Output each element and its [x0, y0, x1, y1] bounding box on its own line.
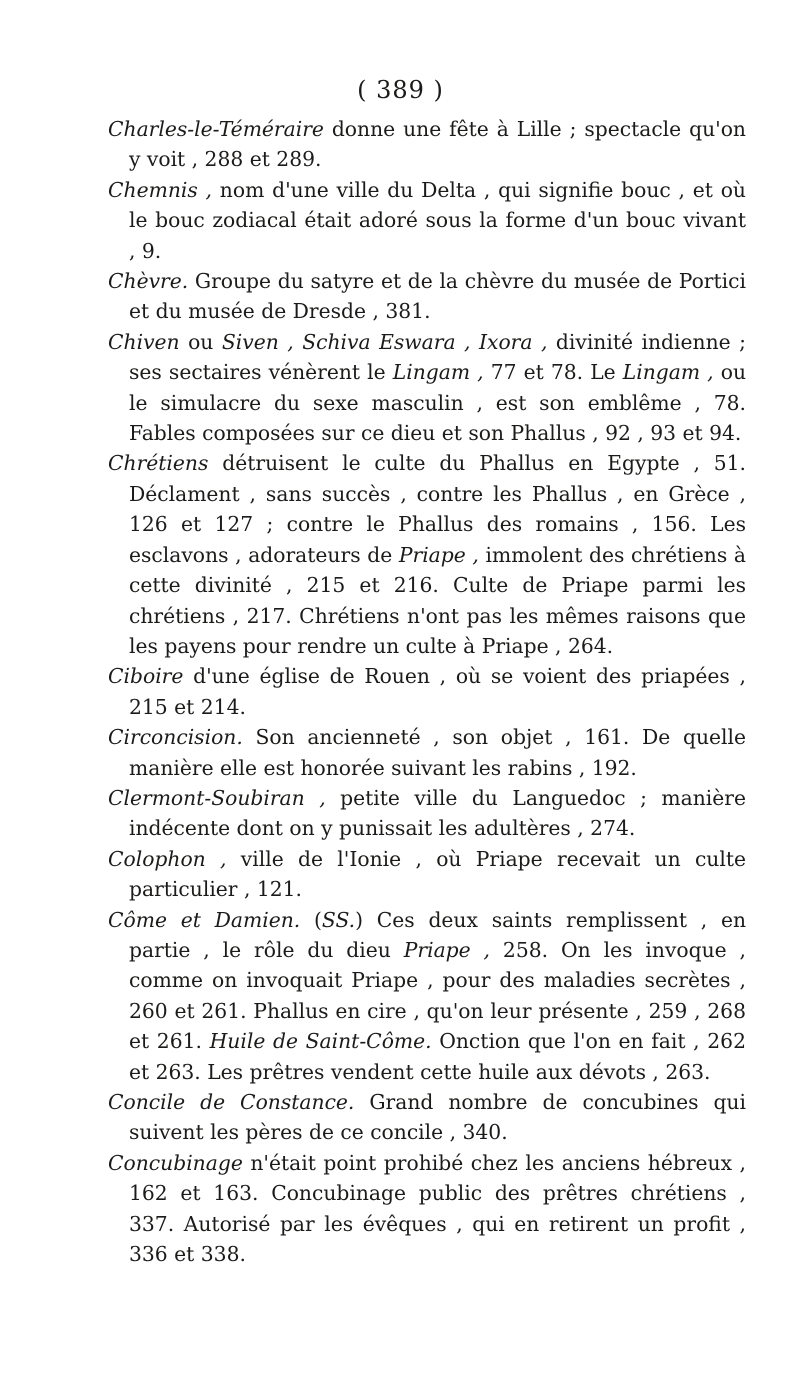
entry-text: ) Ces deux saints remplissent , en partie , le rôle du dieu [129, 907, 747, 962]
index-entry [108, 175, 746, 266]
italic-term: Chiven [108, 329, 180, 354]
entry-text: ou [179, 329, 222, 354]
entry-text: immolent des chrétiens à cette divinité , 215 et 216. Culte de Priape parmi les chrétiens , 217. Chrétiens n'ont pas les mêmes raisons que les payens pour rendre un culte à Priape , 264. [129, 542, 746, 658]
italic-term: Clermont-Soubiran , [108, 785, 326, 810]
entry-text: détruisent le culte du Phallus en Egypte , 51. Déclament , sans succès , contre les Phallus , en Grèce , 126 et 127 ; contre le Phallus des romains , 156. Les esclavons , adorateurs de [129, 451, 746, 567]
index-entry [108, 1148, 746, 1270]
page-number: ( 389 ) [357, 76, 444, 104]
index-entry [108, 448, 746, 661]
entry-text: ville de l'Ionie , où Priape recevait un culte particulier , 121. [129, 846, 747, 902]
italic-term: Priape , [398, 542, 479, 567]
entry-text: Grand nombre de concubines qui suivent les pères de ce concile , 340. [129, 1090, 746, 1145]
entry-text: 258. On les invoque , comme on invoquait Priape , pour des maladies secrètes , 260 et 261. Phallus en cire , qu'on leur présente , 259 , 268 et 261. [129, 937, 746, 1054]
italic-term: Huile de Saint-Côme. [209, 1029, 432, 1054]
entry-text: d'une église de Rouen , où se voient des priapées , 215 et 214. [129, 664, 746, 719]
entry-text: petite ville du Languedoc ; manière indécente dont on y punissait les adultères , 274. [129, 785, 746, 841]
italic-term: Colophon , [108, 846, 227, 871]
italic-term: Chrétiens [108, 451, 209, 476]
index-entry [108, 722, 746, 783]
italic-term: SS. [321, 907, 356, 932]
entry-text: ( [300, 907, 322, 932]
italic-term: Concubinage [108, 1150, 243, 1175]
index-entry [108, 1087, 746, 1148]
italic-term: Concile de Constance. [108, 1090, 355, 1114]
index-entry [108, 114, 746, 175]
italic-term: Chemnis , [108, 177, 213, 202]
entry-text: Groupe du satyre et de la chèvre du musée de Portici et du musée de Dresde , 381. [129, 269, 746, 324]
index-entries [108, 114, 746, 1269]
entry-text: nom d'une ville du Delta , qui signifie bouc , et où le bouc zodiacal était adoré sous la forme d'un bouc vivant , 9. [129, 177, 746, 263]
index-entry [108, 905, 746, 1087]
italic-term: Circoncision. [108, 725, 243, 750]
index-entry [108, 783, 746, 844]
entry-text: divinité indienne ; ses sectaires vénèrent le [129, 329, 746, 385]
entry-text: donne une fête à Lille ; spectacle qu'on y voit , 288 et 289. [129, 117, 746, 172]
italic-term: Côme et Damien. [108, 907, 301, 932]
entry-text: 77 et 78. Le [483, 360, 623, 385]
italic-term: Lingam , [622, 360, 714, 385]
index-entry [108, 327, 746, 449]
entry-text: ou le simulacre du sexe masculin , est son emblême , 78. Fables composées sur ce dieu et son Phallus , 92 , 93 et 94. [129, 360, 747, 446]
italic-term: Ciboire [108, 664, 184, 689]
italic-term: Chèvre. [108, 269, 189, 294]
italic-term: Priape , [403, 937, 491, 962]
index-entry [108, 266, 746, 327]
entry-text: n'était point prohibé chez les anciens hébreux , 162 et 163. Concubinage public des prêtres chrétiens , 337. Autorisé par les évêques , qui en retirent un profit , 336 et 338. [129, 1150, 746, 1267]
italic-term: Charles-le-Téméraire [108, 117, 324, 141]
italic-term: Lingam , [392, 360, 484, 385]
italic-term: Siven , Schiva Eswara , Ixora , [221, 329, 548, 354]
index-entry [108, 844, 746, 905]
entry-text: Onction que l'on en fait , 262 et 263. Les prêtres vendent cette huile aux dévots , 263. [129, 1029, 746, 1084]
entry-text: Son ancienneté , son objet , 161. De quelle manière elle est honorée suivant les rabins , 192. [129, 725, 746, 780]
index-entry [108, 661, 746, 722]
